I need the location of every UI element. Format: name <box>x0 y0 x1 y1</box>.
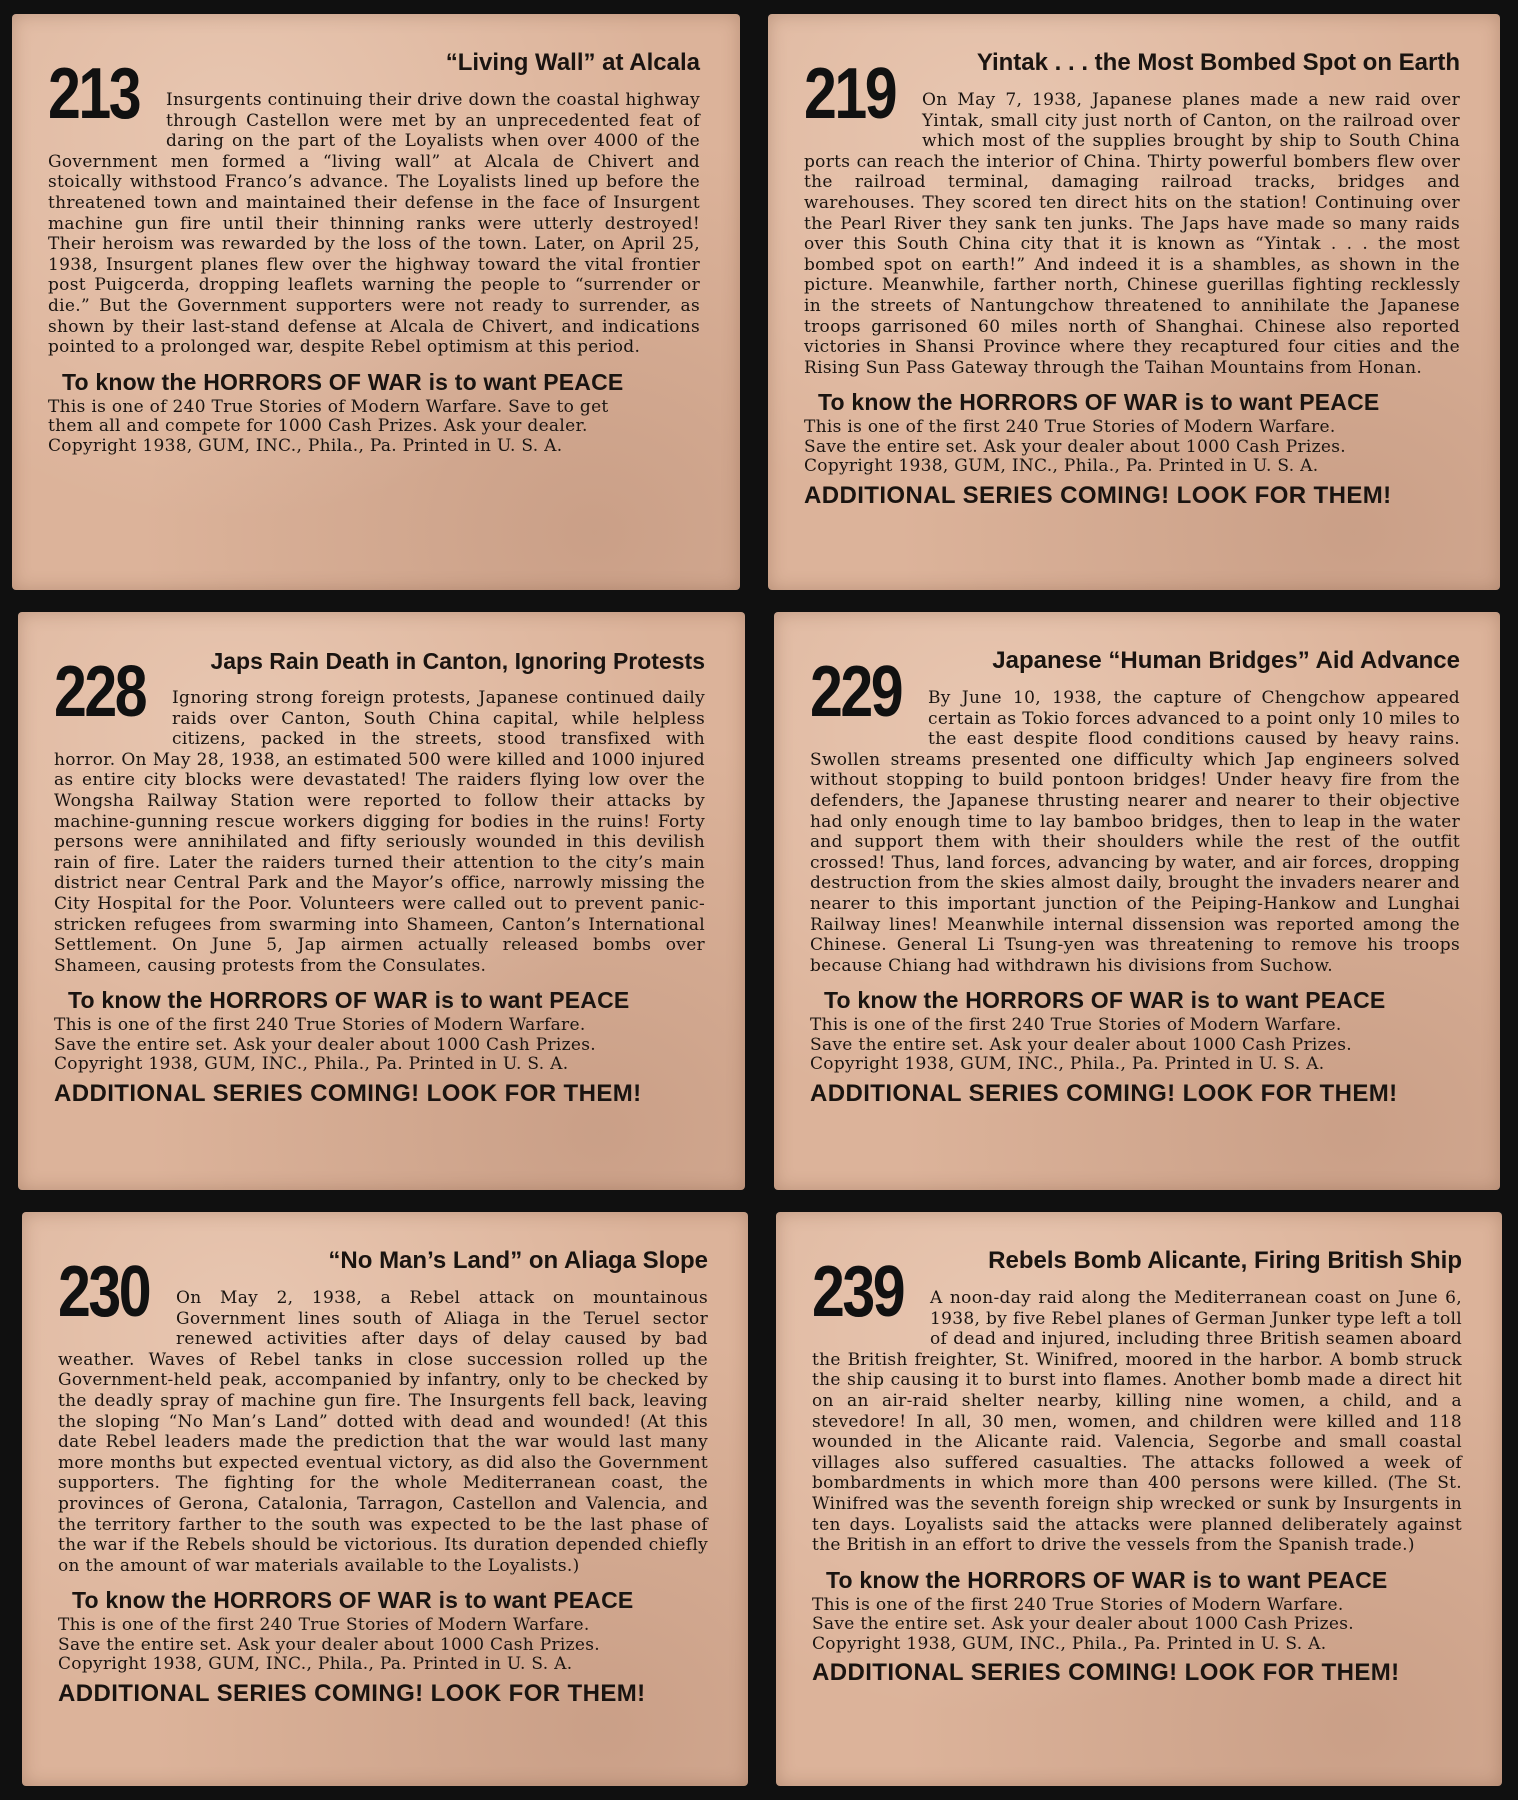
footer-line: This is one of the first 240 True Stories of Modern Warfare. <box>810 1015 1342 1036</box>
series-notice: ADDITIONAL SERIES COMING! LOOK FOR THEM! <box>812 1659 1400 1687</box>
card-number: 219 <box>804 54 896 134</box>
series-notice: ADDITIONAL SERIES COMING! LOOK FOR THEM! <box>58 1679 646 1707</box>
footer-line: Save the entire set. Ask your dealer about 1000 Cash Prizes. <box>810 1034 1352 1055</box>
card-story <box>54 688 705 976</box>
series-notice: ADDITIONAL SERIES COMING! LOOK FOR THEM! <box>810 1079 1398 1107</box>
footer-line: Copyright 1938, GUM, INC., Phila., Pa. Printed in U. S. A. <box>812 1633 1327 1654</box>
card-title: Japs Rain Death in Canton, Ignoring Protests <box>210 648 705 674</box>
card-slogan: To know the HORRORS OF WAR is to want PEACE <box>818 389 1380 416</box>
footer-line: This is one of 240 True Stories of Modern Warfare. Save to get <box>48 396 609 417</box>
card-title: Rebels Bomb Alicante, Firing British Ship <box>988 1247 1462 1274</box>
series-notice: ADDITIONAL SERIES COMING! LOOK FOR THEM! <box>804 481 1392 509</box>
card-slogan: To know the HORRORS OF WAR is to want PEACE <box>68 987 630 1014</box>
card-number: 228 <box>54 652 146 732</box>
footer-line: This is one of the first 240 True Stories of Modern Warfare. <box>54 1015 586 1036</box>
card-header <box>812 1246 1462 1332</box>
footer-line: Save the entire set. Ask your dealer about 1000 Cash Prizes. <box>54 1034 596 1055</box>
card-title: Japanese “Human Bridges” Aid Advance <box>992 647 1460 674</box>
card-239 <box>776 1212 1502 1786</box>
card-213 <box>12 14 740 590</box>
card-header <box>804 48 1460 134</box>
card-number: 230 <box>58 1252 150 1332</box>
footer-line: This is one of the first 240 True Stories of Modern Warfare. <box>58 1615 590 1636</box>
card-footer <box>54 1016 705 1075</box>
footer-line: them all and compete for 1000 Cash Prizes. Ask your dealer. <box>48 416 588 437</box>
card-title: “No Man’s Land” on Aliaga Slope <box>328 1247 708 1274</box>
card-footer <box>48 398 700 457</box>
card-story <box>812 1288 1462 1556</box>
card-slogan: To know the HORRORS OF WAR is to want PEACE <box>62 368 624 395</box>
card-footer <box>810 1016 1460 1075</box>
footer-line: This is one of the first 240 True Stories of Modern Warfare. <box>804 417 1336 438</box>
card-number: 239 <box>812 1252 904 1332</box>
card-slogan: To know the HORRORS OF WAR is to want PEACE <box>72 1587 634 1614</box>
card-228 <box>18 612 745 1190</box>
footer-line: This is one of the first 240 True Stories of Modern Warfare. <box>812 1594 1344 1615</box>
footer-line: Copyright 1938, GUM, INC., Phila., Pa. Printed in U. S. A. <box>58 1654 573 1675</box>
card-number: 229 <box>810 652 902 732</box>
card-footer <box>58 1616 708 1675</box>
card-story <box>58 1288 708 1576</box>
card-story-text: A noon-day raid along the Mediterranean coast on June 6, 1938, by five Rebel planes of German Junker type left a toll of dead and injured, including three British seamen aboard the British freighter, St. Winifred, moored in the harbor. A bomb struck the ship causing it to burst into flames. Another bomb made a direct hit on an air-raid shelter nearby, killing nine women, a child, and a stevedore! In all, 30 men, women, and children were killed and 118 wounded in the Alicante raid. Valencia, Segorbe and small coastal villages also suffered casualties. The attacks followed a week of bombardments in which more than 400 persons were killed. (The St. Winifred was the seventh foreign ship wrecked or sunk by Insurgents in ten days. Loyalists said the attacks were planned deliberately against the British in an effort to drive the vessels from the Spanish trade.) <box>812 1288 1462 1556</box>
card-229 <box>774 612 1500 1190</box>
card-title: Yintak . . . the Most Bombed Spot on Earth <box>976 49 1460 76</box>
card-footer <box>812 1596 1462 1655</box>
footer-line: Save the entire set. Ask your dealer about 1000 Cash Prizes. <box>58 1634 600 1655</box>
card-footer <box>804 418 1460 477</box>
card-header <box>810 646 1460 732</box>
card-story-text: On May 2, 1938, a Rebel attack on mountainous Government lines south of Aliaga in the Teruel sector renewed activities after days of delay caused by bad weather. Waves of Rebel tanks in close succession rolled up the Government-held peak, accompanied by infantry, only to be checked by the deadly spray of machine gun fire. The Insurgents fell back, leaving the sloping “No Man’s Land” dotted with dead and wounded! (At this date Rebel leaders made the prediction that the war would last many more months but expected eventual victory, as did also the Government supporters. The fighting for the whole Mediterranean coast, the provinces of Gerona, Catalonia, Tarragon, Castellon and Valencia, and the territory farther to the south was expected to be the last phase of the war if the Rebels should be victorious. Its duration depended chiefly on the amount of war materials available to the Loyalists.) <box>58 1288 708 1576</box>
card-230 <box>22 1212 748 1786</box>
footer-line: Save the entire set. Ask your dealer about 1000 Cash Prizes. <box>812 1614 1354 1635</box>
card-story-text: Ignoring strong foreign protests, Japanese continued daily raids over Canton, South China capital, while helpless citizens, packed in the streets, stood transfixed with horror. On May 28, 1938, an estimated 500 were killed and 1000 injured as entire city blocks were devastated! The raiders flying low over the Wongsha Railway Station were reported to follow their attacks by machine-gunning rescue workers digging for bodies in the ruins! Forty persons were annihilated and fifty seriously wounded in this devilish rain of fire. Later the raiders turned their attention to the city’s main district near Central Park and the Mayor’s office, narrowly missing the City Hospital for the Poor. Volunteers were called out to prevent panic-stricken refugees from swarming into Shameen, Canton’s International Settlement. On June 5, Jap airmen actually released bombs over Shameen, causing protests from the Consulates. <box>54 688 705 976</box>
card-header <box>58 1246 708 1332</box>
card-header <box>54 646 705 732</box>
card-story <box>810 688 1460 976</box>
card-219 <box>768 14 1500 590</box>
card-slogan: To know the HORRORS OF WAR is to want PEACE <box>824 987 1386 1014</box>
card-story-text: Insurgents continuing their drive down the coastal highway through Castellon were met by an unprecedented feat of daring on the part of the Loyalists when over 4000 of the Government men formed a “living wall” at Alcala de Chivert and stoically withstood Franco’s advance. The Loyalists lined up before the threatened town and maintained their defense in the face of Insurgent machine gun fire until their thinning ranks were utterly destroyed! Their heroism was rewarded by the loss of the town. Later, on April 25, 1938, Insurgent planes flew over the highway toward the vital frontier post Puigcerda, dropping leaflets warning the people to “surrender or die.” But the Government supporters were not ready to surrender, as shown by their last-stand defense at Alcala de Chivert, and indications pointed to a prolonged war, despite Rebel optimism at this period. <box>48 90 700 358</box>
card-story-text: By June 10, 1938, the capture of Chengchow appeared certain as Tokio forces advanced to a point only 10 miles to the east despite flood conditions caused by heavy rains. Swollen streams presented one difficulty which Jap engineers solved without stopping to build pontoon bridges! Under heavy fire from the defenders, the Japanese thrusting nearer and nearer to their objective had only enough time to lay bamboo bridges, then to leap in the water and support them with their shoulders while the rest of the outfit crossed! Thus, land forces, advancing by water, and air forces, dropping destruction from the skies almost daily, brought the invaders nearer and nearer to this important junction of the Peiping-Hankow and Lunghai Railway lines! Meanwhile internal dissension was reported among the Chinese. General Li Tsung-yen was threatening to remove his troops because Chiang had withdrawn his divisions from Suchow. <box>810 688 1460 976</box>
series-notice: ADDITIONAL SERIES COMING! LOOK FOR THEM! <box>54 1079 642 1107</box>
footer-line: Copyright 1938, GUM, INC., Phila., Pa. Printed in U. S. A. <box>810 1054 1325 1075</box>
footer-line: Copyright 1938, GUM, INC., Phila., Pa. Printed in U. S. A. <box>54 1054 569 1075</box>
card-story <box>804 90 1460 378</box>
footer-line: Copyright 1938, GUM, INC., Phila., Pa. Printed in U. S. A. <box>48 435 563 456</box>
card-header <box>48 48 700 134</box>
card-title: “Living Wall” at Alcala <box>445 49 700 76</box>
card-slogan: To know the HORRORS OF WAR is to want PEACE <box>826 1566 1388 1593</box>
card-number: 213 <box>48 54 140 134</box>
footer-line: Copyright 1938, GUM, INC., Phila., Pa. Printed in U. S. A. <box>804 456 1319 477</box>
footer-line: Save the entire set. Ask your dealer about 1000 Cash Prizes. <box>804 436 1346 457</box>
card-story <box>48 90 700 358</box>
card-story-text: On May 7, 1938, Japanese planes made a new raid over Yintak, small city just north of Canton, on the railroad over which most of the supplies brought by ship to South China ports can reach the interior of China. Thirty powerful bombers flew over the railroad terminal, damaging railroad tracks, bridges and warehouses. They scored ten direct hits on the station! Continuing over the Pearl River they sank ten junks. The Japs have made so many raids over this South China city that it is known as “Yintak . . . the most bombed spot on earth!” And indeed it is a shambles, as shown in the picture. Meanwhile, farther north, Chinese guerillas fighting recklessly in the streets of Nantungchow threatened to annihilate the Japanese troops garrisoned 60 miles north of Shanghai. Chinese also reported victories in Shansi Province where they recaptured four cities and the Rising Sun Pass Gateway through the Taihan Mountains from Honan. <box>804 90 1460 378</box>
